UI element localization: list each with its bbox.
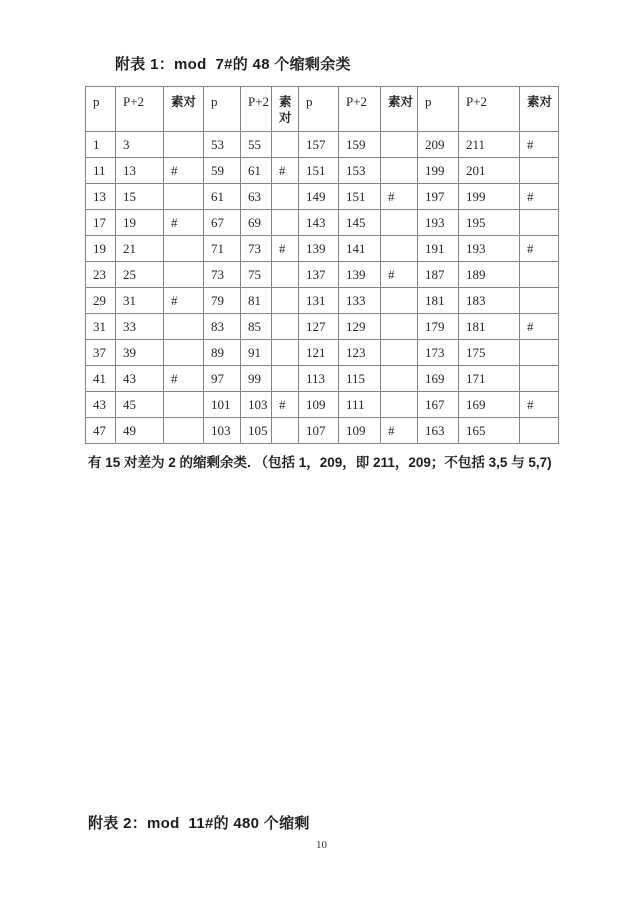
table-cell [272,418,299,444]
table-cell: 167 [418,392,459,418]
table-cell: # [520,236,559,262]
table-cell: 181 [418,288,459,314]
table-cell [164,392,204,418]
table-cell: 61 [204,184,241,210]
table-cell [272,340,299,366]
table-cell: 153 [339,158,381,184]
table-cell: 149 [299,184,339,210]
table-cell [520,366,559,392]
table-cell: 151 [339,184,381,210]
table-cell: 169 [459,392,520,418]
table-cell: 193 [418,210,459,236]
table-cell: 43 [86,392,116,418]
table-row [86,236,559,262]
table-header-cell: p [204,87,241,132]
table-cell: # [164,210,204,236]
table-cell: 111 [339,392,381,418]
table-cell [381,132,418,158]
table-cell: 41 [86,366,116,392]
table-cell: 151 [299,158,339,184]
table-cell: 143 [299,210,339,236]
table-cell: 19 [86,236,116,262]
table-cell: 83 [204,314,241,340]
note-text: 有 15 对差为 2 的缩剩余类. （包括 1，209，即 211，209；不包括 3,5 与 5,7) [88,455,552,470]
table-cell: 137 [299,262,339,288]
table-cell: 79 [204,288,241,314]
table-header-cell: P+2 [339,87,381,132]
table-cell: 25 [116,262,164,288]
page-number: 10 [316,839,327,851]
table-cell: 187 [418,262,459,288]
table-cell: 1 [86,132,116,158]
table-cell: 101 [204,392,241,418]
table-cell: # [164,158,204,184]
table-cell [272,184,299,210]
table-row [86,392,559,418]
table-cell: 109 [339,418,381,444]
table-cell: # [164,366,204,392]
table-header-row [86,87,559,132]
table-cell: 157 [299,132,339,158]
table-cell [272,132,299,158]
table-row [86,184,559,210]
table-row [86,132,559,158]
table-cell: 109 [299,392,339,418]
table-cell [520,340,559,366]
table-header-cell: 素对 [272,87,299,132]
table-cell: # [381,184,418,210]
table-cell: 129 [339,314,381,340]
table-cell: 191 [418,236,459,262]
table-cell [272,262,299,288]
table-header-cell: p [299,87,339,132]
table-cell [381,236,418,262]
table-cell: 139 [299,236,339,262]
table-row [86,366,559,392]
table1-caption: 附表 1：mod 7#的 48 个缩剩余类 [115,56,351,73]
table-cell: 127 [299,314,339,340]
table-header-cell: 素对 [520,87,559,132]
table-header-cell: P+2 [459,87,520,132]
table-cell: 211 [459,132,520,158]
table-cell: 171 [459,366,520,392]
table-cell [272,366,299,392]
table-row [86,288,559,314]
table-cell: 159 [339,132,381,158]
table-cell [272,314,299,340]
table-cell: 13 [86,184,116,210]
table-cell: 19 [116,210,164,236]
table-cell: # [164,288,204,314]
table-cell: 133 [339,288,381,314]
table-cell [164,262,204,288]
table-cell [164,418,204,444]
table-cell [520,158,559,184]
table-cell: 105 [241,418,272,444]
table-cell: # [520,132,559,158]
table-cell: 31 [86,314,116,340]
table-cell: 209 [418,132,459,158]
table-cell [381,314,418,340]
table-cell: 199 [459,184,520,210]
table-cell: 47 [86,418,116,444]
table-cell: 175 [459,340,520,366]
table-row [86,262,559,288]
table-cell [381,158,418,184]
table-cell: 59 [204,158,241,184]
table-cell [381,366,418,392]
table-cell: 103 [241,392,272,418]
table-header-cell: p [86,87,116,132]
table-header-cell: p [418,87,459,132]
table-cell: 43 [116,366,164,392]
table-cell: 33 [116,314,164,340]
table-cell: 31 [116,288,164,314]
residue-classes-table [85,86,559,444]
table-cell: 193 [459,236,520,262]
table-cell: 15 [116,184,164,210]
table-cell: 141 [339,236,381,262]
table-cell: 63 [241,184,272,210]
table-cell [164,132,204,158]
table-cell: 39 [116,340,164,366]
table-header-cell: 素对 [164,87,204,132]
table-cell: 103 [204,418,241,444]
table-cell: 73 [241,236,272,262]
table-cell: 123 [339,340,381,366]
table-cell: 197 [418,184,459,210]
table-cell: # [381,418,418,444]
table-cell: 199 [418,158,459,184]
table-cell: 17 [86,210,116,236]
table-cell: 75 [241,262,272,288]
table-cell: # [272,236,299,262]
table-cell: 11 [86,158,116,184]
table-cell: 121 [299,340,339,366]
table-cell: 145 [339,210,381,236]
table-cell: 97 [204,366,241,392]
table-cell: # [520,184,559,210]
table-cell: 163 [418,418,459,444]
table-header-cell: P+2 [241,87,272,132]
table-cell [520,418,559,444]
table-cell: 67 [204,210,241,236]
table-cell [164,236,204,262]
table-cell: 91 [241,340,272,366]
table-cell [164,184,204,210]
table-cell: 195 [459,210,520,236]
table-cell: 131 [299,288,339,314]
table-header-cell: P+2 [116,87,164,132]
table-cell: 29 [86,288,116,314]
table-cell: # [520,314,559,340]
table-cell: 113 [299,366,339,392]
table-cell: 173 [418,340,459,366]
table-cell: 21 [116,236,164,262]
table-cell [381,288,418,314]
table-cell: 61 [241,158,272,184]
table-cell: 183 [459,288,520,314]
table2-caption: 附表 2：mod 11#的 480 个缩剩 [88,815,310,832]
table-cell: 89 [204,340,241,366]
table-row [86,340,559,366]
table-cell: 53 [204,132,241,158]
table-cell: 23 [86,262,116,288]
table-cell [164,340,204,366]
table-cell: 115 [339,366,381,392]
table-cell: 139 [339,262,381,288]
table-cell: # [272,158,299,184]
table-cell [381,340,418,366]
table-cell: 13 [116,158,164,184]
table-cell: 181 [459,314,520,340]
table-cell: # [272,392,299,418]
table-cell [272,210,299,236]
table-cell: 49 [116,418,164,444]
table-cell: 165 [459,418,520,444]
table-cell: 69 [241,210,272,236]
table-cell: 189 [459,262,520,288]
table-cell: 85 [241,314,272,340]
table-cell: 3 [116,132,164,158]
table-cell: 37 [86,340,116,366]
table-header-cell: 素对 [381,87,418,132]
table-cell: 45 [116,392,164,418]
table-cell [381,392,418,418]
table-cell: 71 [204,236,241,262]
table-cell: 179 [418,314,459,340]
table-row [86,418,559,444]
table-cell: 169 [418,366,459,392]
table-cell [520,210,559,236]
table-row [86,210,559,236]
table-cell [272,288,299,314]
table-cell: 81 [241,288,272,314]
table-row [86,158,559,184]
table-cell [164,314,204,340]
table-row [86,314,559,340]
table-cell: 201 [459,158,520,184]
table-cell [520,262,559,288]
table-cell [381,210,418,236]
table-cell: 73 [204,262,241,288]
table-cell: 107 [299,418,339,444]
table-cell: 55 [241,132,272,158]
table-cell: 99 [241,366,272,392]
table-cell [520,288,559,314]
table-cell: # [381,262,418,288]
table-cell: # [520,392,559,418]
